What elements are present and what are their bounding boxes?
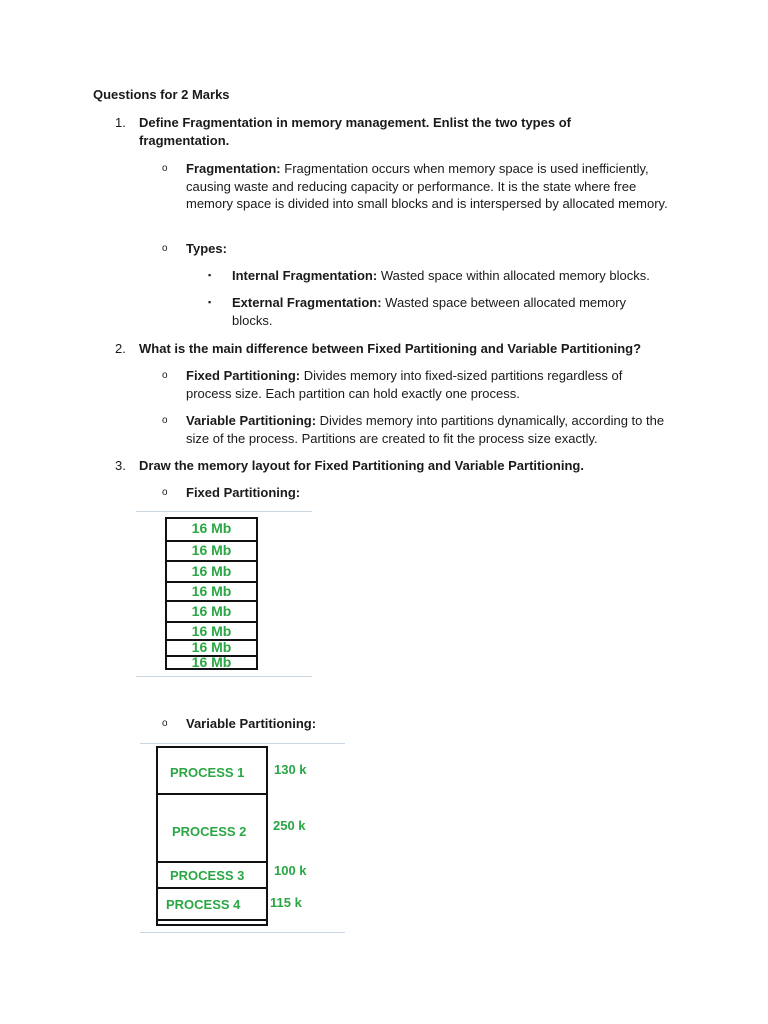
- term-definition: Divides memory into partitions dynamically, according to the size of the process. Partitions are created to fit the process size exactly.: [186, 413, 665, 446]
- variable-partitioning-diagram: [140, 743, 345, 933]
- partition-size-label: 100 k: [274, 863, 307, 878]
- figure-border-line: [140, 932, 345, 933]
- circle-bullet-icon: o: [162, 415, 168, 426]
- question-number: 1.: [115, 115, 126, 130]
- square-bullet-icon: ▪: [208, 297, 212, 307]
- question-number: 2.: [115, 341, 126, 356]
- term-definition: Fragmentation occurs when memory space is used inefficiently, causing waste and reducing capacity or performance. It is the state where free memory space is divided into small blocks and is interspersed by allocated memory.: [186, 161, 668, 211]
- question-text: What is the main difference between Fixed Partitioning and Variable Partitioning?: [139, 341, 642, 356]
- term-label: Variable Partitioning:: [186, 716, 317, 731]
- memory-partition: 16 Mb: [167, 655, 256, 668]
- memory-partition: 16 Mb: [191, 520, 232, 536]
- memory-partition: 16 Mb: [167, 581, 256, 600]
- question-number: 3.: [115, 458, 126, 473]
- memory-partition: 16 Mb: [167, 540, 256, 560]
- circle-bullet-icon: o: [162, 243, 168, 254]
- figure-border-line: [136, 676, 312, 677]
- memory-partition: 16 Mb: [167, 600, 256, 621]
- circle-bullet-icon: o: [162, 718, 168, 729]
- circle-bullet-icon: o: [162, 487, 168, 498]
- partition-size-label: 130 k: [274, 762, 307, 777]
- circle-bullet-icon: o: [162, 370, 168, 381]
- process-partition: PROCESS 4: [158, 887, 266, 919]
- term-label: Internal Fragmentation:: [232, 268, 378, 283]
- term-label: Fragmentation:: [186, 161, 281, 176]
- term-label: Types:: [186, 241, 227, 256]
- term-definition: Wasted space within allocated memory blocks.: [380, 268, 650, 283]
- memory-block-stack: [156, 746, 268, 926]
- term-label: Fixed Partitioning:: [186, 368, 301, 383]
- partition-size-label: 250 k: [273, 818, 306, 833]
- fixed-partitioning-diagram: [136, 511, 312, 677]
- memory-partition: 16 Mb: [167, 639, 256, 655]
- term-label: Variable Partitioning:: [186, 413, 317, 428]
- square-bullet-icon: ▪: [208, 270, 212, 280]
- process-partition: PROCESS 1: [170, 765, 245, 780]
- question-text: Draw the memory layout for Fixed Partitioning and Variable Partitioning.: [139, 458, 584, 473]
- term-definition: Divides memory into fixed-sized partitions regardless of process size. Each partition can hold exactly one process.: [186, 368, 623, 401]
- memory-partition: 16 Mb: [167, 560, 256, 581]
- circle-bullet-icon: o: [162, 163, 168, 174]
- term-definition: Wasted space between allocated memory blocks.: [232, 295, 627, 328]
- figure-border-line: [136, 511, 312, 512]
- process-partition: PROCESS 2: [158, 793, 266, 861]
- question-text: Define Fragmentation in memory management. Enlist the two types of fragmentation.: [139, 115, 571, 148]
- memory-partition-remainder: [158, 919, 266, 924]
- memory-partition: 16 Mb: [167, 621, 256, 639]
- process-partition: PROCESS 3: [158, 861, 266, 887]
- partition-size-label: 115 k: [270, 895, 302, 910]
- figure-border-line: [140, 743, 345, 744]
- term-label: Fixed Partitioning:: [186, 485, 301, 500]
- memory-block-stack: [165, 517, 258, 670]
- term-label: External Fragmentation:: [232, 295, 382, 310]
- page-heading: Questions for 2 Marks: [93, 87, 230, 102]
